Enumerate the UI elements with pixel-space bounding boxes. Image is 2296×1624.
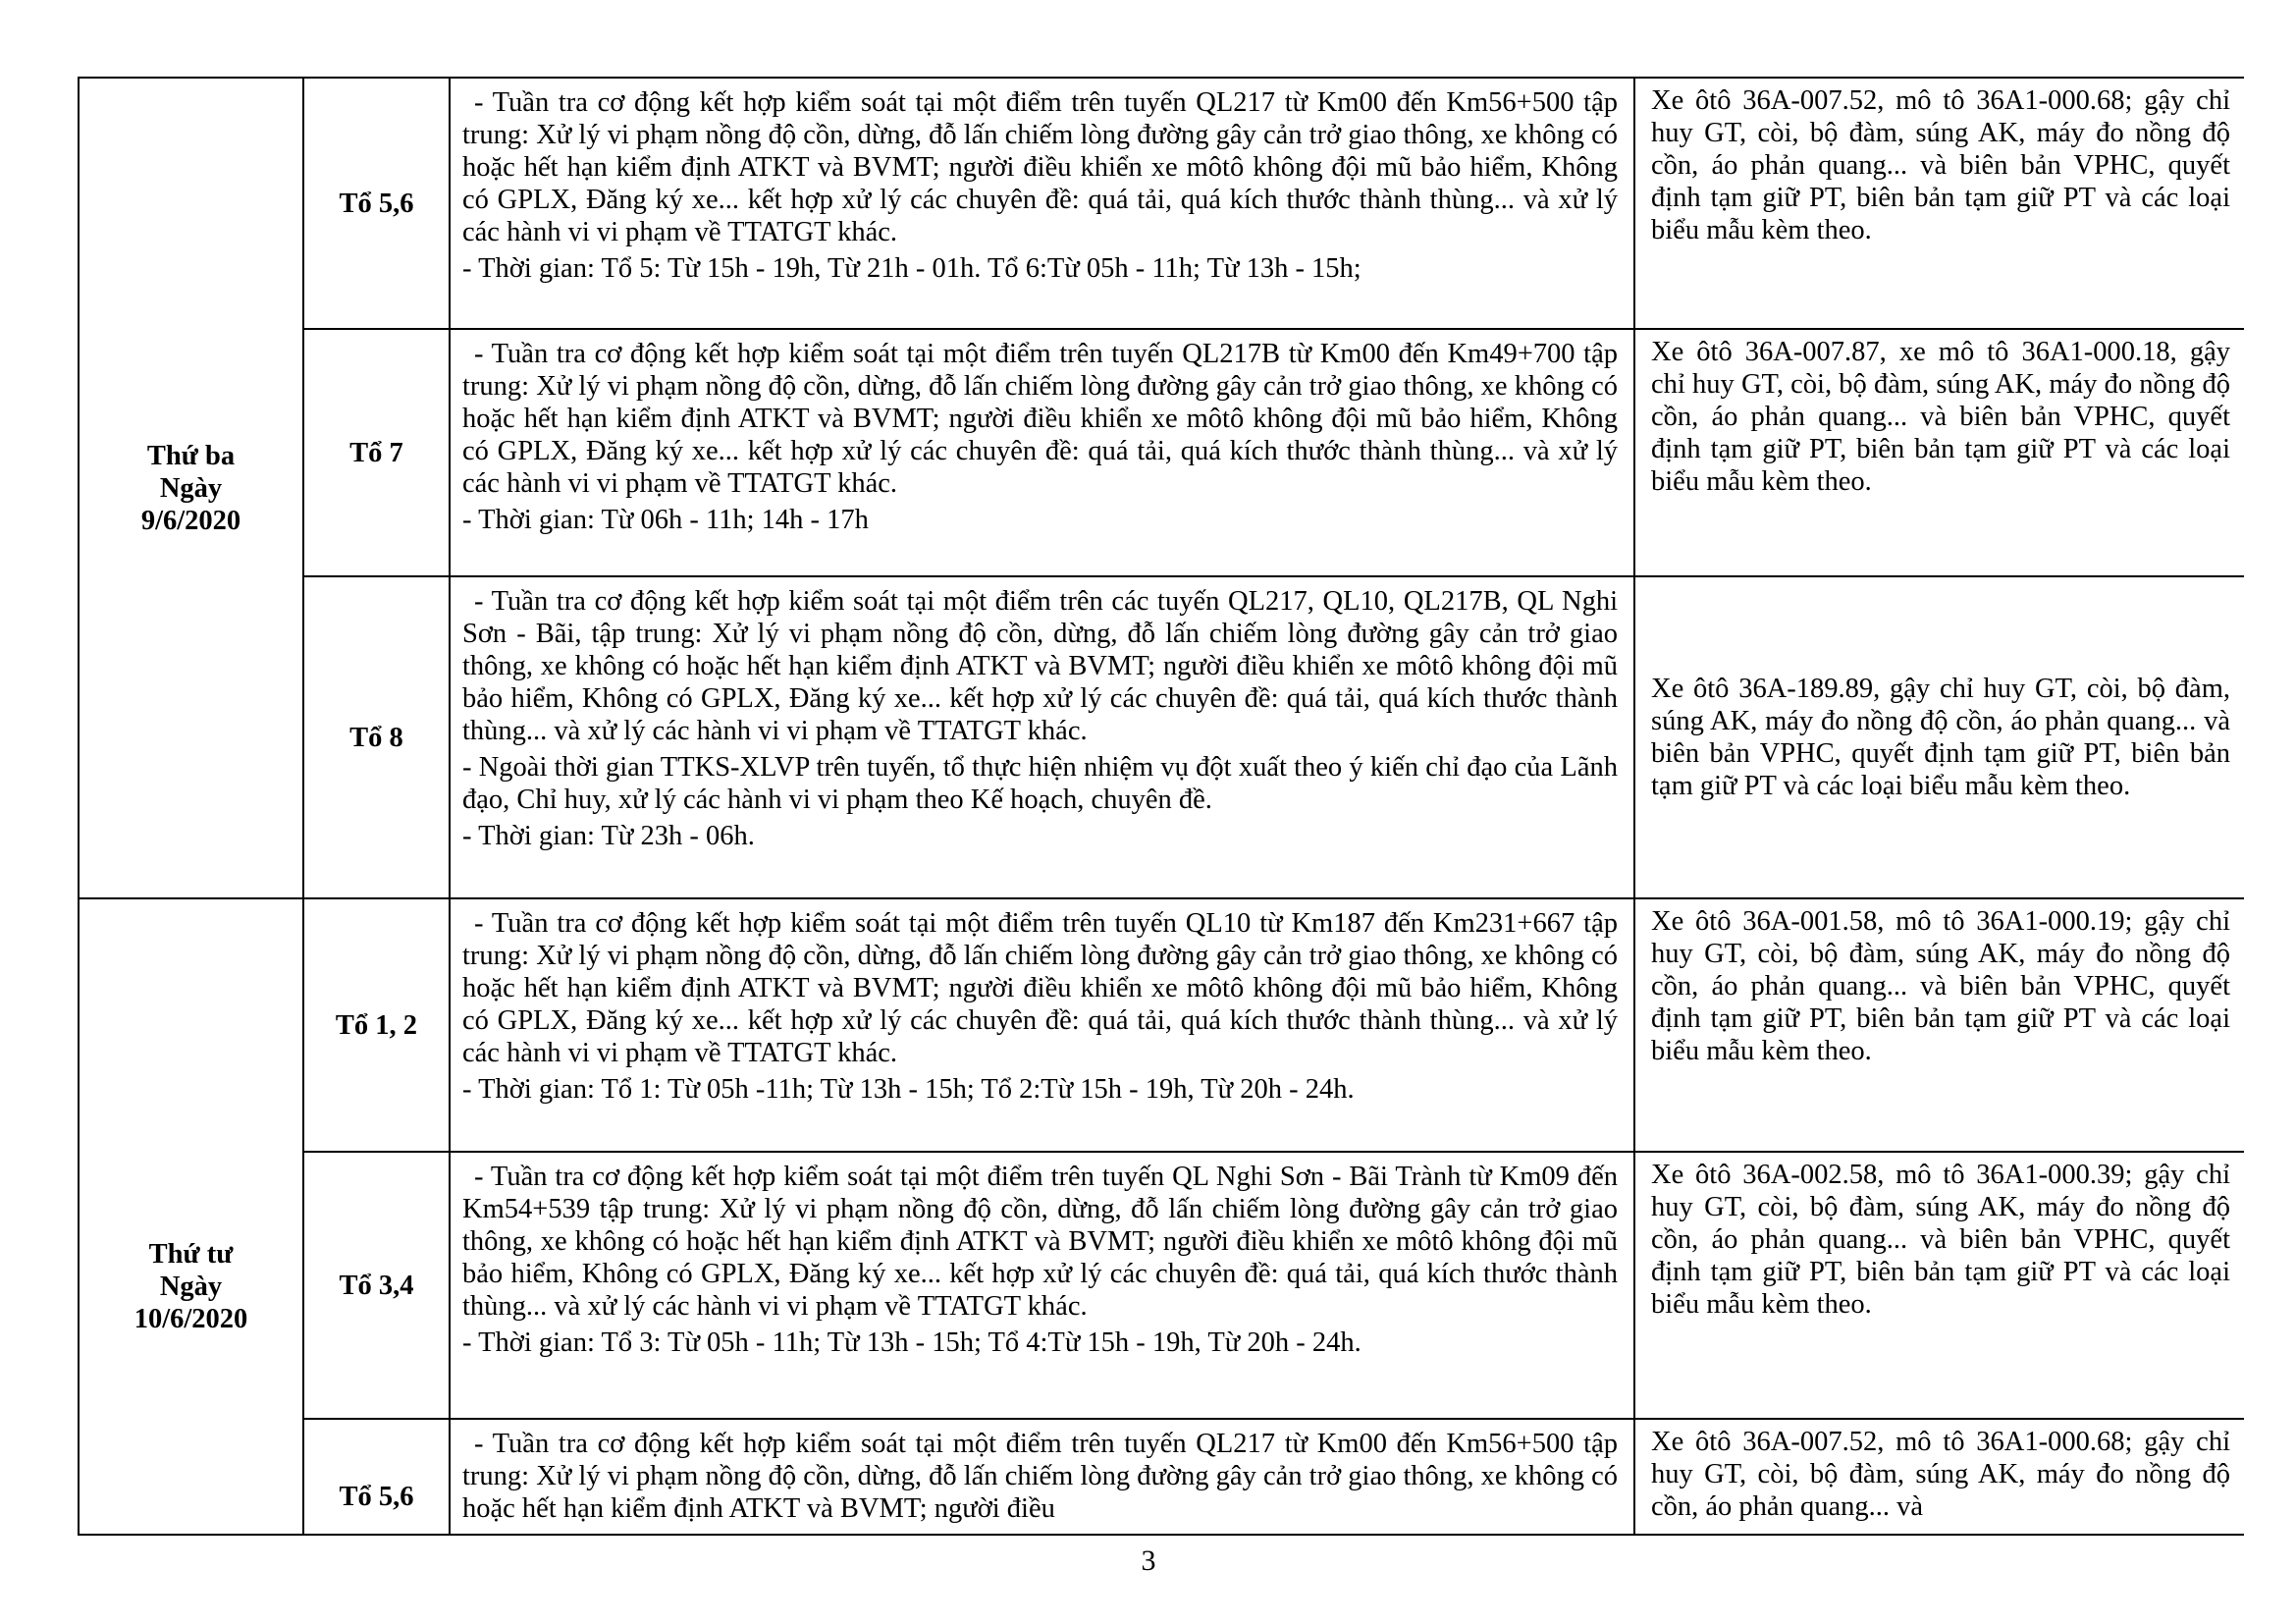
task-description: - Tuần tra cơ động kết hợp kiểm soát tại một điểm trên tuyến QL217 từ Km00 đến Km56+500 tập trung: Xử lý vi phạm nồng độ cồn, dừng, đỗ lấn chiếm lòng đường gây cản trở giao thông, xe không có hoặc hết hạn kiểm định ATKT và BVMT; người điều khiển xe môtô không đội mũ bảo hiểm, Không có GPLX, Đăng ký xe... kết hợp xử lý các chuyên đề: quá tải, quá kích thước thành thùng... và xử lý các hành vi vi phạm về TTATGT khác. xyxy=(462,87,1618,247)
equipment-cell xyxy=(1634,576,2244,898)
patrol-schedule-table xyxy=(78,77,2244,1536)
date-value: 9/6/2020 xyxy=(140,505,241,536)
team-label: Tổ 5,6 xyxy=(339,1482,414,1512)
team-cell xyxy=(303,898,450,1152)
equipment-text: Xe ôtô 36A-007.52, mô tô 36A1-000.68; gậy chỉ huy GT, còi, bộ đàm, súng AK, máy đo nồng độ cồn, áo phản quang... và biên bản VPHC, quyết định tạm giữ PT, biên bản tạm giữ PT và các loại biểu mẫu kèm theo. xyxy=(1651,85,2230,245)
team-label: Tổ 1, 2 xyxy=(335,1009,418,1041)
schedule-row xyxy=(79,898,2244,1152)
task-time: - Thời gian: Từ 06h - 11h; 14h - 17h xyxy=(462,505,869,535)
team-cell xyxy=(303,1419,450,1536)
day-cell xyxy=(79,78,303,898)
task-note: - Ngoài thời gian TTKS-XLVP trên tuyến, tổ thực hiện nhiệm vụ đột xuất theo ý kiến chỉ đạo của Lãnh đạo, Chỉ huy, xử lý các hành vi vi phạm theo Kế hoạch, chuyên đề. xyxy=(462,752,1618,815)
task-description: - Tuần tra cơ động kết hợp kiểm soát tại một điểm trên tuyến QL10 từ Km187 đến Km231+667 tập trung: Xử lý vi phạm nồng độ cồn, dừng, đỗ lấn chiếm lòng đường gây cản trở giao thông, xe không có hoặc hết hạn kiểm định ATKT và BVMT; người điều khiển xe môtô không đội mũ bảo hiểm, Không có GPLX, Đăng ký xe... kết hợp xử lý các chuyên đề: quá tải, quá kích thước thành thùng... và xử lý các hành vi vi phạm về TTATGT khác. xyxy=(462,908,1618,1068)
task-cell xyxy=(450,898,1634,1152)
schedule-row xyxy=(79,329,2244,576)
team-label: Tổ 3,4 xyxy=(339,1270,414,1301)
task-time: - Thời gian: Tổ 3: Từ 05h - 11h; Từ 13h - 15h; Tổ 4:Từ 15h - 19h, Từ 20h - 24h. xyxy=(462,1327,1362,1358)
date-label: Ngày xyxy=(159,1271,223,1302)
schedule-row xyxy=(79,1419,2244,1536)
equipment-cell xyxy=(1634,1419,2244,1536)
page-number: 3 xyxy=(1141,1544,1156,1577)
equipment-text: Xe ôtô 36A-007.87, xe mô tô 36A1-000.18, gậy chỉ huy GT, còi, bộ đàm, súng AK, máy đo nồng độ cồn, áo phản quang... và biên bản VPHC, quyết định tạm giữ PT, biên bản tạm giữ PT và các loại biểu mẫu kèm theo. xyxy=(1651,337,2230,497)
equipment-cell xyxy=(1634,78,2244,329)
equipment-cell xyxy=(1634,1152,2244,1419)
date-value: 10/6/2020 xyxy=(133,1303,248,1334)
equipment-text: Xe ôtô 36A-002.58, mô tô 36A1-000.39; gậy chỉ huy GT, còi, bộ đàm, súng AK, máy đo nồng độ cồn, áo phản quang... và biên bản VPHC, quyết định tạm giữ PT, biên bản tạm giữ PT và các loại biểu mẫu kèm theo. xyxy=(1651,1160,2230,1320)
schedule-row xyxy=(79,576,2244,898)
team-cell xyxy=(303,576,450,898)
team-label: Tổ 5,6 xyxy=(339,188,414,219)
task-description: - Tuần tra cơ động kết hợp kiểm soát tại một điểm trên tuyến QL Nghi Sơn - Bãi Trành từ Km09 đến Km54+539 tập trung: Xử lý vi phạm nồng độ cồn, dừng, đỗ lấn chiếm lòng đường gây cản trở giao thông, xe không có hoặc hết hạn kiểm định ATKT và BVMT; người điều khiển xe môtô không đội mũ bảo hiểm, Không có GPLX, Đăng ký xe... kết hợp xử lý các chuyên đề: quá tải, quá kích thước thành thùng... và xử lý các hành vi vi phạm về TTATGT khác. xyxy=(462,1162,1618,1322)
task-cell xyxy=(450,78,1634,329)
weekday-label: Thứ tư xyxy=(148,1238,234,1270)
equipment-text: Xe ôtô 36A-189.89, gậy chỉ huy GT, còi, bộ đàm, súng AK, máy đo nồng độ cồn, áo phản quang... và biên bản VPHC, quyết định tạm giữ PT, biên bản tạm giữ PT và các loại biểu mẫu kèm theo. xyxy=(1651,674,2230,801)
task-cell xyxy=(450,1419,1634,1536)
task-cell xyxy=(450,1152,1634,1419)
task-cell xyxy=(450,329,1634,576)
team-cell xyxy=(303,78,450,329)
task-description: - Tuần tra cơ động kết hợp kiểm soát tại một điểm trên tuyến QL217 từ Km00 đến Km56+500 tập trung: Xử lý vi phạm nồng độ cồn, dừng, đỗ lấn chiếm lòng đường gây cản trở giao thông, xe không có hoặc hết hạn kiểm định ATKT và BVMT; người điều xyxy=(462,1429,1618,1524)
task-time: - Thời gian: Từ 23h - 06h. xyxy=(462,821,755,851)
equipment-cell xyxy=(1634,329,2244,576)
team-label: Tổ 8 xyxy=(349,722,403,753)
team-cell xyxy=(303,329,450,576)
task-time: - Thời gian: Tổ 5: Từ 15h - 19h, Từ 21h - 01h. Tổ 6:Từ 05h - 11h; Từ 13h - 15h; xyxy=(462,253,1362,284)
equipment-text: Xe ôtô 36A-007.52, mô tô 36A1-000.68; gậy chỉ huy GT, còi, bộ đàm, súng AK, máy đo nồng độ cồn, áo phản quang... và xyxy=(1651,1427,2230,1522)
task-description: - Tuần tra cơ động kết hợp kiểm soát tại một điểm trên các tuyến QL217, QL10, QL217B, QL Nghi Sơn - Bãi, tập trung: Xử lý vi phạm nồng độ cồn, dừng, đỗ lấn chiếm lòng đường gây cản trở giao thông, xe không có hoặc hết hạn kiểm định ATKT và BVMT; người điều khiển xe môtô không đội mũ bảo hiểm, Không có GPLX, Đăng ký xe... kết hợp xử lý các chuyên đề: quá tải, quá kích thước thành thùng... và xử lý các hành vi vi phạm về TTATGT khác. xyxy=(462,586,1618,746)
task-description: - Tuần tra cơ động kết hợp kiểm soát tại một điểm trên tuyến QL217B từ Km00 đến Km49+700 tập trung: Xử lý vi phạm nồng độ cồn, dừng, đỗ lấn chiếm lòng đường gây cản trở giao thông, xe không có hoặc hết hạn kiểm định ATKT và BVMT; người điều khiển xe môtô không đội mũ bảo hiểm, Không có GPLX, Đăng ký xe... kết hợp xử lý các chuyên đề: quá tải, quá kích thước thành thùng... và xử lý các hành vi vi phạm về TTATGT khác. xyxy=(462,339,1618,499)
equipment-cell xyxy=(1634,898,2244,1152)
date-label: Ngày xyxy=(159,472,223,504)
schedule-table-frame xyxy=(78,77,2244,1536)
schedule-row xyxy=(79,78,2244,329)
schedule-row xyxy=(79,1152,2244,1419)
team-cell xyxy=(303,1152,450,1419)
team-label: Tổ 7 xyxy=(349,437,403,468)
task-cell xyxy=(450,576,1634,898)
weekday-label: Thứ ba xyxy=(146,440,236,471)
day-cell xyxy=(79,898,303,1536)
task-time: - Thời gian: Tổ 1: Từ 05h -11h; Từ 13h - 15h; Tổ 2:Từ 15h - 19h, Từ 20h - 24h. xyxy=(462,1074,1355,1105)
equipment-text: Xe ôtô 36A-001.58, mô tô 36A1-000.19; gậy chỉ huy GT, còi, bộ đàm, súng AK, máy đo nồng độ cồn, áo phản quang... và biên bản VPHC, quyết định tạm giữ PT, biên bản tạm giữ PT và các loại biểu mẫu kèm theo. xyxy=(1651,906,2230,1066)
